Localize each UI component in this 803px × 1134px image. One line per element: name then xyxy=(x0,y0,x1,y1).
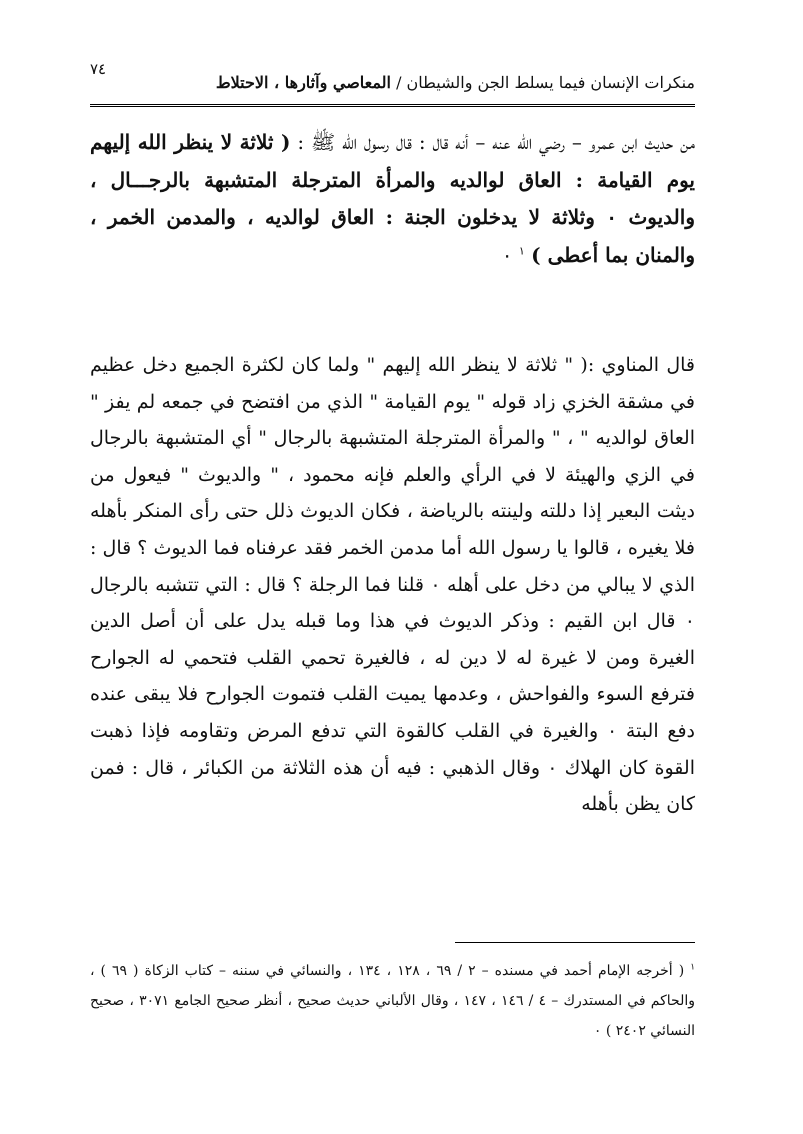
footnote-reference[interactable]: ١ xyxy=(518,243,525,257)
page-number: ٧٤ xyxy=(90,60,107,78)
commentary-paragraph: قال المناوي :( " ثلاثة لا ينظر الله إليهم " ولما كان لكثرة الجميع دخل عظيم في مشقة الخزي زاد قوله " يوم القيامة " الذي من افتضح في جمعه لم يفز " العاق لوالديه " ، " والمرأة المترجلة المتشبهة بالرجال " أي المتشبهة بالرجال في الزي والهيئة لا في الرأي والعلم فإنه محمود ، " والديوث " فيعول من ديثت البعير إذا دللته ولينته بالرياضة ، فكان الديوث ذلل حتى رأى المنكر بأهله فلا يغيره ، قالوا يا رسول الله أما مدمن الخمر فقد عرفناه فما الديوث ؟ قال : الذي لا يبالي من دخل على أهله ٠ قلنا فما الرجلة ؟ قال : التي تتشبه بالرجال ٠ قال ابن القيم : وذكر الديوث في هذا وما قبله يدل على أن أصل الدين الغيرة ومن لا غيرة له لا دين له ، فالغيرة تحمي القلب فتحمي له الجوارح فترفع السوء والفواحش ، وعدمها يميت القلب فتموت الجوارح فلا يبقى عنده دفع البتة ٠ والغيرة في القلب كالقوة التي تدفع المرض وتقاومه فإذا ذهبت القوة كان الهلاك ٠ وقال الذهبي : فيه أن هذه الثلاثة من الكبائر ، قال : فمن كان يظن بأهله xyxy=(90,354,696,816)
footnote-text: ( أخرجه الإمام أحمد في مسنده – ٢ / ٦٩ ، ١٢٨ ، ١٣٤ ، والنسائي في سننه – كتاب الزكاة ( ٦٩ ) ، والحاكم في المستدرك – ٤ / ١٤٦ ، ١٤٧ ، وقال الألباني حديث صحيح ، أنظر صحيح الجامع ٣٠٧١ ، صحيح النسائي ٢٤٠٢ ) ٠ xyxy=(90,963,695,1039)
footnote-rule xyxy=(455,942,695,943)
header-rule xyxy=(90,104,695,109)
book-title: منكرات الإنسان فيما يسلط الجن والشيطان / xyxy=(396,73,695,92)
hadith-intro: من حديث ابن عمرو – رضي الله عنه – أنه قال : قال رسول الله ﷺ : xyxy=(297,130,695,154)
footnote xyxy=(90,956,695,1046)
hadith-paragraph xyxy=(90,124,695,274)
footnote-mark: ١ xyxy=(690,962,696,973)
hadith-text: ( ثلاثة لا ينظر الله إليهم يوم القيامة : العاق لوالديه والمرأة المترجلة المتشبهة بالرجـــال ، والديوث ٠ وثلاثة لا يدخلون الجنة : العاق لوالديه ، والمدمن الخمر ، والمنان بما أعطى ) xyxy=(90,130,695,267)
chapter-title: المعاصي وآثارها ، الاحتلاط xyxy=(215,73,391,92)
hadith-end-mark: ٠ xyxy=(501,242,513,267)
running-header xyxy=(180,73,695,92)
